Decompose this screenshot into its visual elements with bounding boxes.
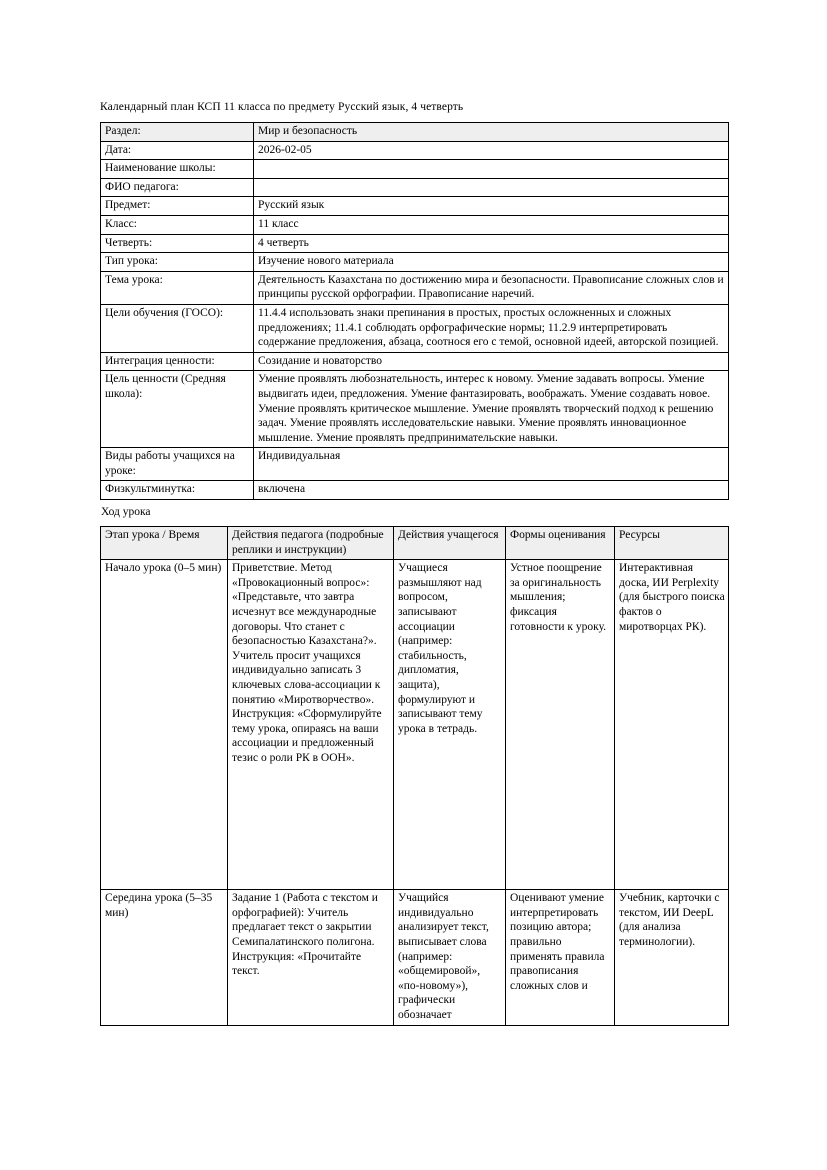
column-header: Действия учащегося (394, 527, 506, 560)
table-row (101, 141, 729, 160)
table-row (101, 304, 729, 352)
table-row (101, 481, 729, 500)
column-header: Формы оценивания (506, 527, 615, 560)
resources-cell-text: Интерактивная доска, ИИ Perplexity (для быстрого поиска фактов о миротворцах РК). (619, 562, 725, 633)
info-row-label: Виды работы учащихся на уроке: (101, 448, 254, 481)
table-row (101, 448, 729, 481)
lesson-flow-header (101, 527, 729, 560)
info-row-label: Класс: (101, 215, 254, 234)
info-row-value: Мир и безопасность (254, 123, 729, 142)
info-row-label: Четверть: (101, 234, 254, 253)
info-row-value: Созидание и новаторство (254, 352, 729, 371)
info-row-label: Раздел: (101, 123, 254, 142)
teacher-actions-cell-text: Задание 1 (Работа с текстом и орфографией): Учитель предлагает текст о закрытии Семипалатинского полигона. Инструкция: «Прочитайте текст. (232, 892, 378, 978)
lesson-info-body (101, 123, 729, 500)
table-row (101, 890, 729, 1025)
info-row-value: Изучение нового материала (254, 253, 729, 272)
info-row-value: Умение проявлять любознательность, интерес к новому. Умение задавать вопросы. Умение выдвигать идеи, предложения. Умение фантазировать, воображать. Умение создавать новое. Умение проявлять критическое мышление. Умение проявлять творческий подход к решению задач. Умение проявлять исследовательские навыки. Умение проявлять инновационное мышление. Умение проявлять предпринимательские навыки. (254, 371, 729, 448)
info-row-value (254, 178, 729, 197)
stage-cell (101, 890, 228, 1025)
teacher-actions-cell (228, 560, 394, 890)
table-row (101, 234, 729, 253)
teacher-actions-cell-text: Приветствие. Метод «Провокационный вопрос»: «Представьте, что завтра исчезнут все международные договоры. Что станет с безопасностью Казахстана?». Учитель просит учащихся индивидуально записать 3 ключевых слова-ассоциации к понятию «Миротворчество». Инструкция: «Сформулируйте тему урока, опираясь на ваши ассоциации и предложенный тезис о роли РК в ООН». (232, 562, 382, 764)
info-row-value: Русский язык (254, 197, 729, 216)
stage-cell-text: Середина урока (5–35 мин) (105, 892, 213, 919)
assessment-forms-cell-text: Оценивают умение интерпретировать позицию автора; правильно применять правила правописания сложных слов и (510, 892, 605, 992)
info-row-label: Цели обучения (ГОСО): (101, 304, 254, 352)
table-row (101, 123, 729, 142)
column-header: Ресурсы (615, 527, 729, 560)
teacher-actions-cell (228, 890, 394, 1025)
student-actions-cell (394, 560, 506, 890)
info-row-label: Предмет: (101, 197, 254, 216)
table-row (101, 178, 729, 197)
table-row (101, 271, 729, 304)
info-row-value: 2026-02-05 (254, 141, 729, 160)
info-row-value: Индивидуальная (254, 448, 729, 481)
info-row-label: Наименование школы: (101, 160, 254, 179)
info-row-value: Деятельность Казахстана по достижению мира и безопасности. Правописание сложных слов и принципы русской орфографии. Правописание наречий. (254, 271, 729, 304)
info-row-label: Физкультминутка: (101, 481, 254, 500)
student-actions-cell-text: Учащиеся размышляют над вопросом, записывают ассоциации (например: стабильность, дипломатия, защита), формулируют и записывают тему урока в тетрадь. (398, 562, 483, 735)
info-row-label: Тема урока: (101, 271, 254, 304)
table-row (101, 215, 729, 234)
info-row-label: ФИО педагога: (101, 178, 254, 197)
info-row-value: 4 четверть (254, 234, 729, 253)
info-row-value (254, 160, 729, 179)
table-row (101, 160, 729, 179)
column-header: Этап урока / Время (101, 527, 228, 560)
student-actions-cell (394, 890, 506, 1025)
table-row (101, 197, 729, 216)
resources-cell-text: Учебник, карточки с текстом, ИИ DeepL (для анализа терминологии). (619, 892, 720, 949)
table-row (101, 253, 729, 272)
resources-cell (615, 560, 729, 890)
lesson-flow-heading: Ход урока (101, 506, 151, 519)
stage-cell-text: Начало урока (0–5 мин) (105, 562, 222, 575)
table-row (101, 560, 729, 890)
assessment-forms-cell (506, 560, 615, 890)
info-row-label: Дата: (101, 141, 254, 160)
info-row-label: Цель ценности (Средняя школа): (101, 371, 254, 448)
table-row (101, 352, 729, 371)
table-header-row (101, 527, 729, 560)
column-header: Действия педагога (подробные реплики и инструкции) (228, 527, 394, 560)
info-row-value: 11.4.4 использовать знаки препинания в простых, простых осложненных и сложных предложениях; 11.4.1 соблюдать орфографические нормы; 11.2.9 интерпретировать содержание предложения, абзаца, соотнося его с темой, основной идеей, авторской позицией. (254, 304, 729, 352)
info-row-value: включена (254, 481, 729, 500)
lesson-flow-body (101, 560, 729, 1025)
student-actions-cell-text: Учащийся индивидуально анализирует текст, выписывает слова (например: «общемировой», «по-новому»), графически обозначает (398, 892, 489, 1021)
stage-cell (101, 560, 228, 890)
assessment-forms-cell (506, 890, 615, 1025)
table-row (101, 371, 729, 448)
resources-cell (615, 890, 729, 1025)
info-row-label: Тип урока: (101, 253, 254, 272)
page-title: Календарный план КСП 11 класса по предмету Русский язык, 4 четверть (100, 101, 464, 113)
info-row-value: 11 класс (254, 215, 729, 234)
assessment-forms-cell-text: Устное поощрение за оригинальность мышления; фиксация готовности к уроку. (510, 562, 607, 633)
lesson-info-table (100, 122, 729, 500)
info-row-label: Интеграция ценности: (101, 352, 254, 371)
lesson-flow-table (100, 526, 729, 1026)
